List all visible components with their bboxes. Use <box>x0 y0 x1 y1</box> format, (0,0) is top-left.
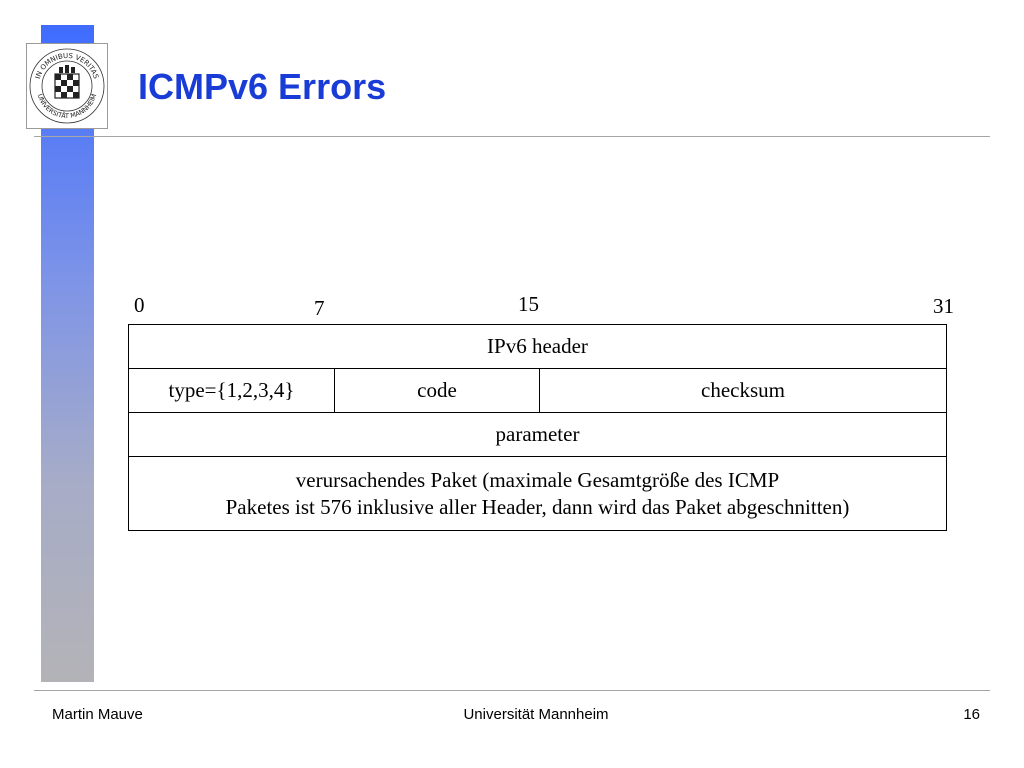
field-checksum: checksum <box>539 369 946 412</box>
footer-author: Martin Mauve <box>52 706 143 723</box>
bit-label-15: 15 <box>518 292 539 316</box>
svg-text:IN OMNIBUS VERITAS: IN OMNIBUS VERITAS <box>34 51 100 80</box>
bit-label-31: 31 <box>933 294 954 318</box>
packet-row-parameter <box>128 413 947 457</box>
invoking-packet-line-1: verursachendes Paket (maximale Gesamtgröße des ICMP <box>295 467 780 492</box>
packet-row-ipv6-header <box>128 324 947 369</box>
icmpv6-packet-diagram <box>128 324 947 531</box>
university-logo <box>26 43 108 129</box>
footer-divider <box>34 690 990 691</box>
title-divider <box>34 136 990 137</box>
footer-page-number: 16 <box>963 706 980 723</box>
bit-label-0: 0 <box>134 293 145 317</box>
footer-institution: Universität Mannheim <box>463 706 609 723</box>
field-code: code <box>334 369 539 412</box>
bit-label-7: 7 <box>314 296 325 320</box>
field-ipv6-header: IPv6 header <box>487 334 588 358</box>
field-invoking-packet <box>129 457 946 530</box>
svg-text:UNIVERSITÄT MANNHEIM: UNIVERSITÄT MANNHEIM <box>35 92 99 121</box>
slide-title: ICMPv6 Errors <box>138 66 387 107</box>
university-seal-icon <box>27 44 107 128</box>
field-parameter: parameter <box>495 422 580 446</box>
packet-row-invoking-packet <box>128 457 947 531</box>
field-type: type={1,2,3,4} <box>168 378 295 402</box>
invoking-packet-line-2: Paketes ist 576 inklusive aller Header, dann wird das Paket abgeschnitten) <box>225 494 850 519</box>
packet-row-type-code-checksum <box>128 369 947 413</box>
